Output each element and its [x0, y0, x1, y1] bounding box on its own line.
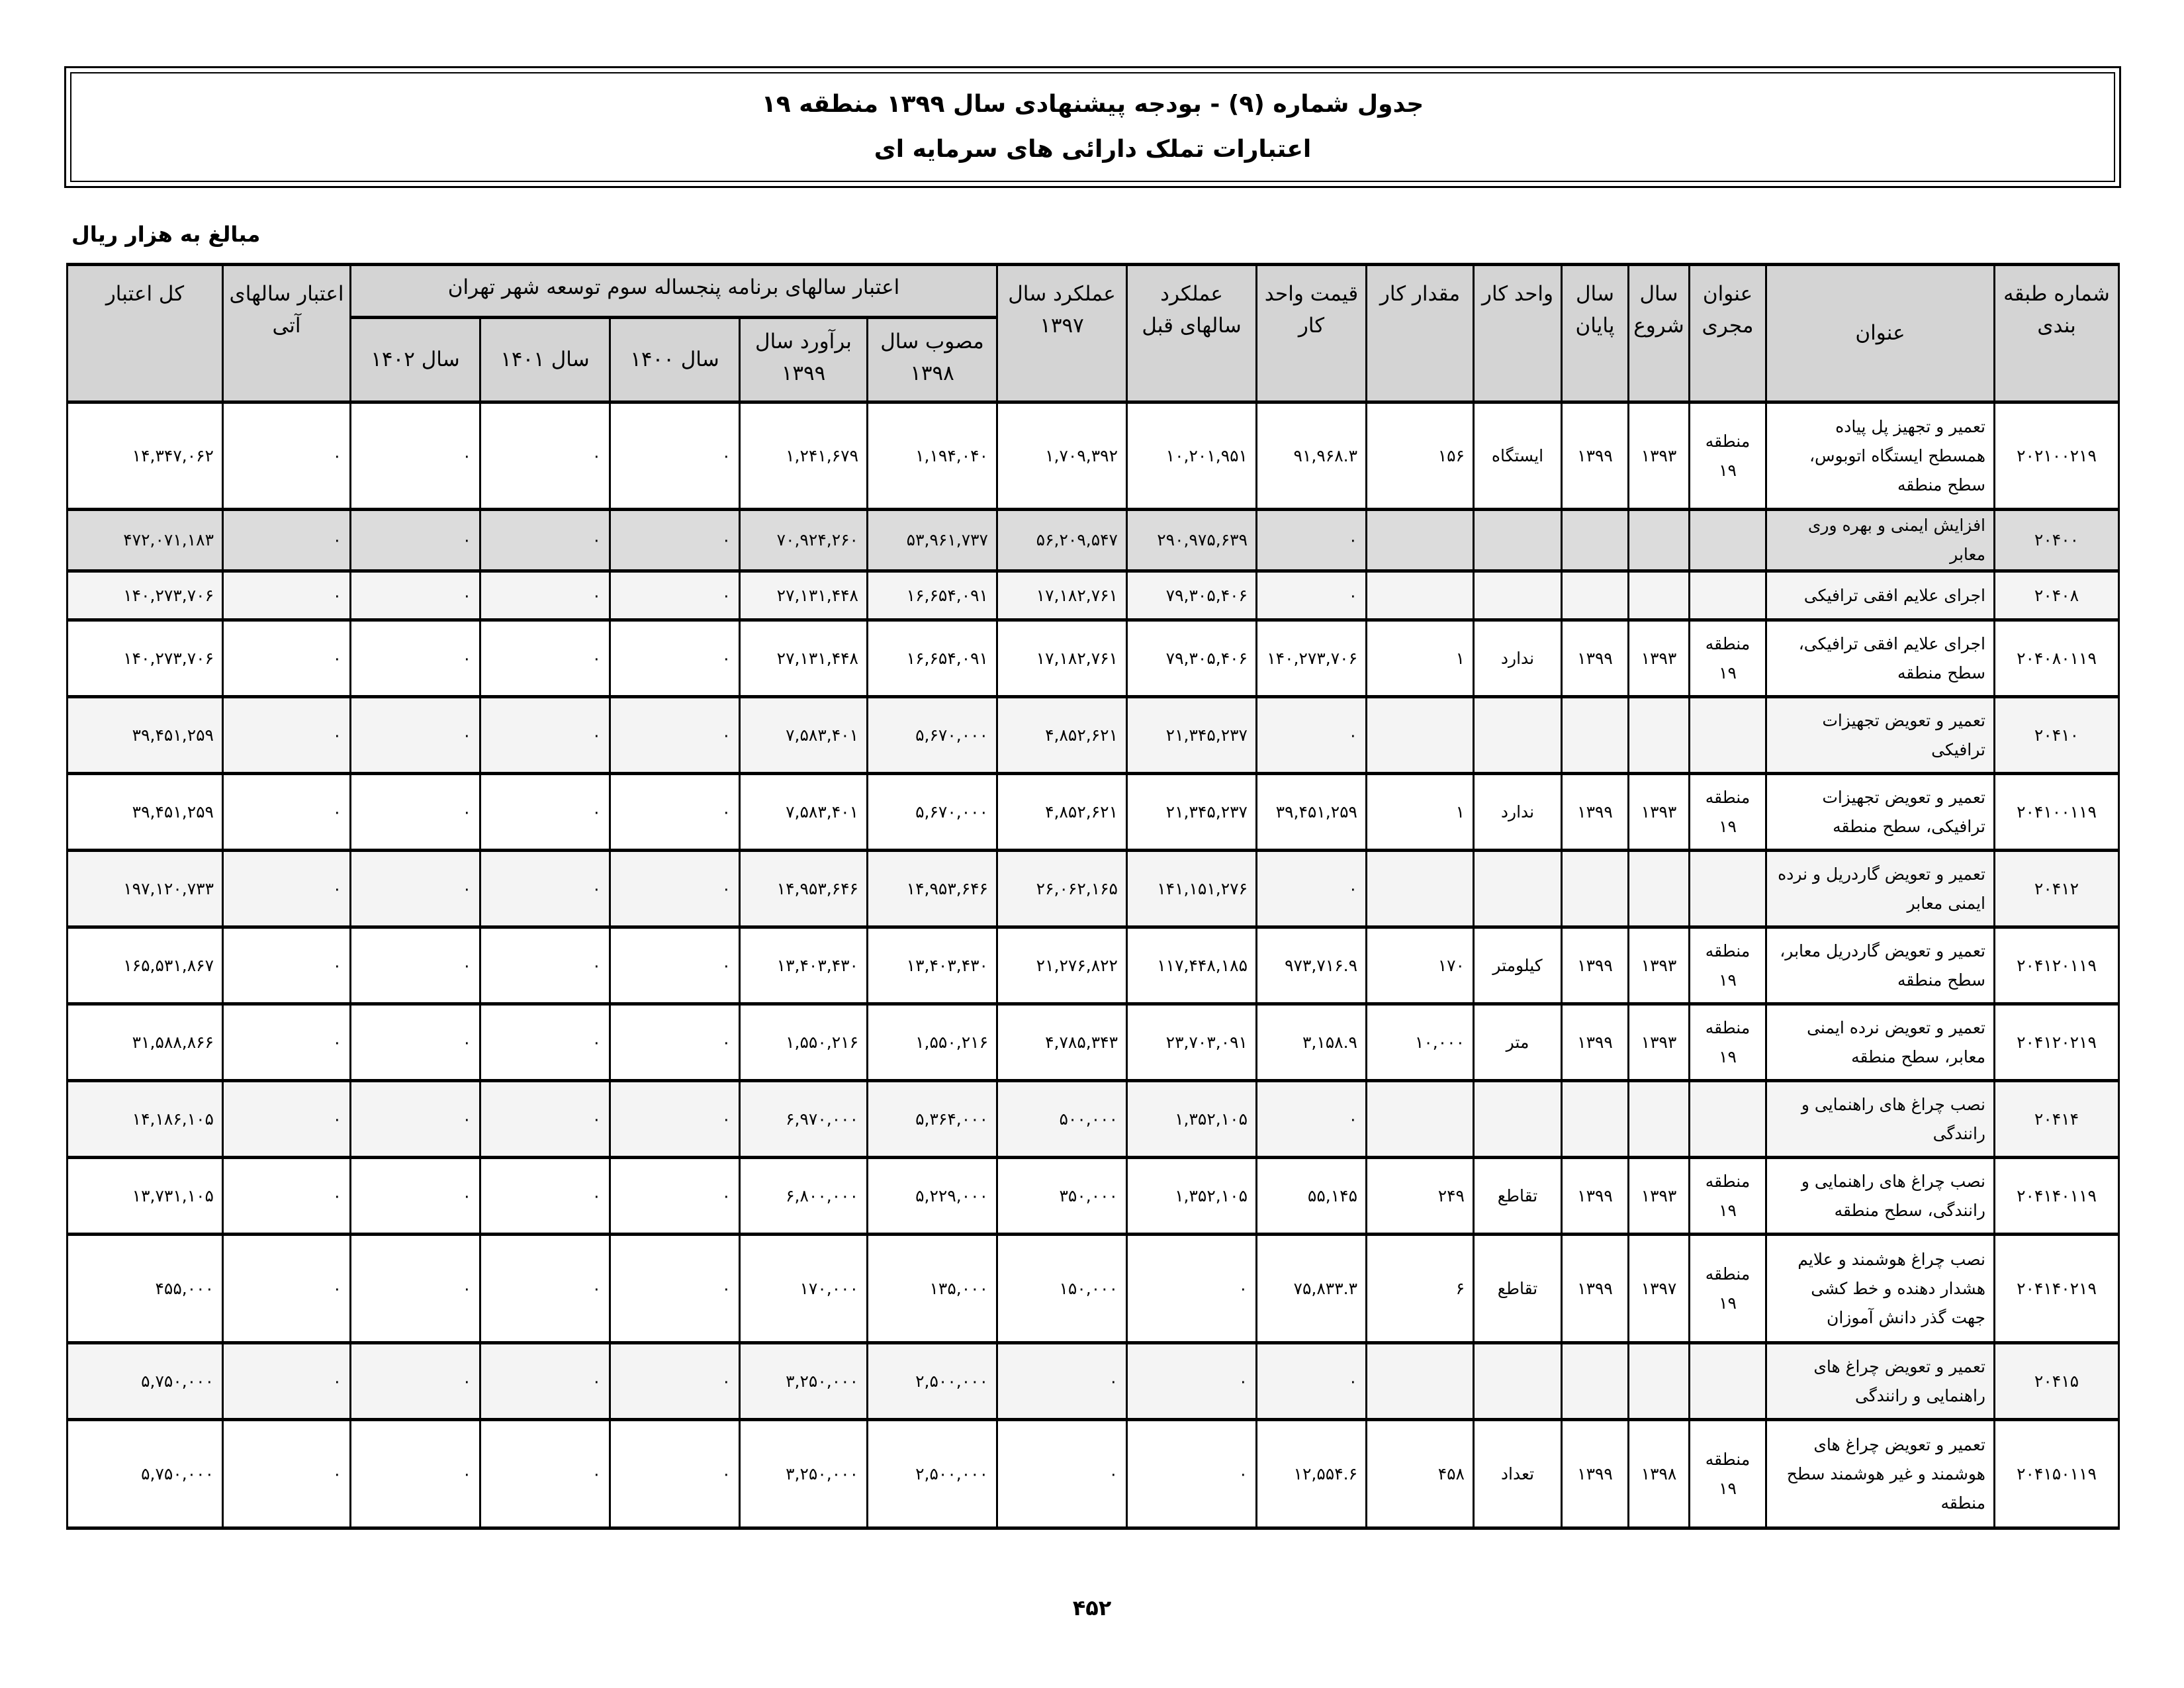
cell-code: ۲۰۴۱۲۰۱۱۹	[1995, 927, 2119, 1004]
cell-code: ۲۰۲۱۰۰۲۱۹	[1995, 402, 2119, 510]
cell-qty	[1367, 510, 1474, 571]
cell-future: ۰	[223, 1235, 351, 1343]
cell-total: ۳۹,۴۵۱,۲۵۹	[68, 774, 223, 851]
cell-y1402: ۰	[351, 1158, 480, 1235]
cell-y1402: ۰	[351, 1420, 480, 1528]
cell-y1398: ۱,۵۵۰,۲۱۶	[868, 1004, 997, 1081]
cell-unit-price: ۹۷۳,۷۱۶.۹	[1257, 927, 1367, 1004]
cell-prior: ۱,۳۵۲,۱۰۵	[1127, 1158, 1257, 1235]
cell-y1400: ۰	[610, 402, 740, 510]
cell-future: ۰	[223, 927, 351, 1004]
cell-executor: منطقه ۱۹	[1690, 1158, 1766, 1235]
cell-total: ۵,۷۵۰,۰۰۰	[68, 1343, 223, 1420]
header-plan-group: اعتبار سالهای برنامه پنجساله سوم توسعه شهر تهران	[351, 265, 997, 318]
cell-unit	[1474, 571, 1562, 620]
cell-unit-price: ۱۴۰,۲۷۳,۷۰۶	[1257, 620, 1367, 697]
cell-y1401: ۰	[480, 1235, 610, 1343]
cell-future: ۰	[223, 1420, 351, 1528]
cell-y1399: ۷,۵۸۳,۴۰۱	[740, 774, 868, 851]
cell-y1397: ۰	[997, 1420, 1127, 1528]
cell-code: ۲۰۴۱۰۰۱۱۹	[1995, 774, 2119, 851]
cell-code: ۲۰۴۱۵	[1995, 1343, 2119, 1420]
cell-executor: منطقه ۱۹	[1690, 1235, 1766, 1343]
cell-unit	[1474, 1343, 1562, 1420]
cell-end: ۱۳۹۹	[1562, 620, 1629, 697]
cell-total: ۱۶۵,۵۳۱,۸۶۷	[68, 927, 223, 1004]
cell-title: تعمیر و تعویض چراغ های راهنمایی و رانندگی	[1766, 1343, 1995, 1420]
cell-qty: ۱۷۰	[1367, 927, 1474, 1004]
cell-title: تعمیر و تعویض گاردریل و نرده ایمنی معابر	[1766, 851, 1995, 927]
cell-unit	[1474, 510, 1562, 571]
cell-y1399: ۷۰,۹۲۴,۲۶۰	[740, 510, 868, 571]
cell-unit: کیلومتر	[1474, 927, 1562, 1004]
table-row	[68, 774, 2119, 851]
cell-qty	[1367, 851, 1474, 927]
cell-title: تعمیر و تعویض چراغ های هوشمند و غیر هوشمند سطح منطقه	[1766, 1420, 1995, 1528]
cell-y1399: ۷,۵۸۳,۴۰۱	[740, 697, 868, 774]
cell-executor	[1690, 851, 1766, 927]
cell-y1400: ۰	[610, 1081, 740, 1158]
table-row	[68, 927, 2119, 1004]
cell-y1401: ۰	[480, 620, 610, 697]
cell-start: ۱۳۹۳	[1629, 1158, 1690, 1235]
table-row	[68, 1235, 2119, 1343]
cell-code: ۲۰۴۰۰	[1995, 510, 2119, 571]
cell-unit-price: ۰	[1257, 1343, 1367, 1420]
table-body	[68, 402, 2119, 1528]
cell-y1398: ۵,۶۷۰,۰۰۰	[868, 774, 997, 851]
cell-y1398: ۱۴,۹۵۳,۶۴۶	[868, 851, 997, 927]
cell-y1398: ۱۶,۶۵۴,۰۹۱	[868, 620, 997, 697]
cell-unit-price: ۰	[1257, 697, 1367, 774]
cell-y1402: ۰	[351, 851, 480, 927]
header-unit-price: قیمت واحد کار	[1257, 265, 1367, 402]
cell-title: نصب چراغ های راهنمایی و رانندگی، سطح منطقه	[1766, 1158, 1995, 1235]
table-row	[68, 697, 2119, 774]
cell-executor: منطقه ۱۹	[1690, 1004, 1766, 1081]
cell-total: ۵,۷۵۰,۰۰۰	[68, 1420, 223, 1528]
cell-y1397: ۴,۸۵۲,۶۲۱	[997, 774, 1127, 851]
cell-y1397: ۱,۷۰۹,۳۹۲	[997, 402, 1127, 510]
cell-qty	[1367, 697, 1474, 774]
cell-prior: ۷۹,۳۰۵,۴۰۶	[1127, 571, 1257, 620]
cell-y1398: ۱,۱۹۴,۰۴۰	[868, 402, 997, 510]
cell-end	[1562, 851, 1629, 927]
cell-prior: ۰	[1127, 1420, 1257, 1528]
cell-end: ۱۳۹۹	[1562, 1158, 1629, 1235]
header-1401: سال ۱۴۰۱	[480, 318, 610, 402]
cell-qty: ۱	[1367, 620, 1474, 697]
cell-end	[1562, 571, 1629, 620]
cell-y1400: ۰	[610, 571, 740, 620]
cell-y1397: ۲۶,۰۶۲,۱۶۵	[997, 851, 1127, 927]
cell-y1401: ۰	[480, 1081, 610, 1158]
cell-end: ۱۳۹۹	[1562, 1420, 1629, 1528]
cell-qty: ۴۵۸	[1367, 1420, 1474, 1528]
cell-start	[1629, 510, 1690, 571]
cell-y1401: ۰	[480, 774, 610, 851]
cell-unit: ندارد	[1474, 620, 1562, 697]
cell-end	[1562, 1081, 1629, 1158]
cell-start	[1629, 697, 1690, 774]
cell-y1399: ۲۷,۱۳۱,۴۴۸	[740, 620, 868, 697]
cell-unit-price: ۵۵,۱۴۵	[1257, 1158, 1367, 1235]
cell-executor	[1690, 1343, 1766, 1420]
cell-total: ۴۵۵,۰۰۰	[68, 1235, 223, 1343]
cell-executor: منطقه ۱۹	[1690, 620, 1766, 697]
cell-start	[1629, 851, 1690, 927]
cell-total: ۳۱,۵۸۸,۸۶۶	[68, 1004, 223, 1081]
cell-prior: ۱۰,۲۰۱,۹۵۱	[1127, 402, 1257, 510]
header-end-year: سال پایان	[1562, 265, 1629, 402]
cell-title: تعمیر و تعویض تجهیزات ترافیکی	[1766, 697, 1995, 774]
cell-y1397: ۱۷,۱۸۲,۷۶۱	[997, 571, 1127, 620]
cell-y1402: ۰	[351, 697, 480, 774]
cell-y1399: ۱۷۰,۰۰۰	[740, 1235, 868, 1343]
cell-executor	[1690, 1081, 1766, 1158]
cell-title: نصب چراغ هوشمند و علایم هشدار دهنده و خط کشی جهت گذر دانش آموزان	[1766, 1235, 1995, 1343]
table-row	[68, 1004, 2119, 1081]
cell-title: تعمیر و تجهیز پل پیاده همسطح ایستگاه اتوبوس، سطح منطقه	[1766, 402, 1995, 510]
cell-y1401: ۰	[480, 697, 610, 774]
header-code: شماره طبقه بندی	[1995, 265, 2119, 402]
cell-end	[1562, 510, 1629, 571]
table-row	[68, 1343, 2119, 1420]
cell-code: ۲۰۴۱۵۰۱۱۹	[1995, 1420, 2119, 1528]
cell-unit	[1474, 851, 1562, 927]
cell-prior: ۰	[1127, 1235, 1257, 1343]
header-start-year: سال شروع	[1629, 265, 1690, 402]
cell-unit: متر	[1474, 1004, 1562, 1081]
cell-prior: ۱,۳۵۲,۱۰۵	[1127, 1081, 1257, 1158]
cell-y1398: ۲,۵۰۰,۰۰۰	[868, 1343, 997, 1420]
cell-total: ۱۴۰,۲۷۳,۷۰۶	[68, 620, 223, 697]
cell-y1400: ۰	[610, 697, 740, 774]
cell-total: ۳۹,۴۵۱,۲۵۹	[68, 697, 223, 774]
cell-future: ۰	[223, 1158, 351, 1235]
cell-y1400: ۰	[610, 1004, 740, 1081]
cell-y1397: ۱۵۰,۰۰۰	[997, 1235, 1127, 1343]
cell-start	[1629, 571, 1690, 620]
table-title: جدول شماره (۹) - بودجه پیشنهادی سال ۱۳۹۹ منطقه ۱۹	[761, 91, 1424, 118]
header-1402: سال ۱۴۰۲	[351, 318, 480, 402]
cell-y1397: ۱۷,۱۸۲,۷۶۱	[997, 620, 1127, 697]
cell-unit-price: ۰	[1257, 851, 1367, 927]
cell-y1402: ۰	[351, 510, 480, 571]
cell-unit-price: ۳۹,۴۵۱,۲۵۹	[1257, 774, 1367, 851]
cell-y1401: ۰	[480, 1343, 610, 1420]
cell-y1397: ۲۱,۲۷۶,۸۲۲	[997, 927, 1127, 1004]
cell-y1398: ۱۳,۴۰۳,۴۳۰	[868, 927, 997, 1004]
cell-y1402: ۰	[351, 620, 480, 697]
cell-y1398: ۵,۶۷۰,۰۰۰	[868, 697, 997, 774]
cell-executor	[1690, 571, 1766, 620]
cell-code: ۲۰۴۰۸	[1995, 571, 2119, 620]
cell-end	[1562, 1343, 1629, 1420]
table-row	[68, 510, 2119, 571]
cell-prior: ۲۱,۳۴۵,۲۳۷	[1127, 774, 1257, 851]
cell-future: ۰	[223, 402, 351, 510]
cell-prior: ۱۴۱,۱۵۱,۲۷۶	[1127, 851, 1257, 927]
cell-y1401: ۰	[480, 927, 610, 1004]
cell-title: تعمیر و تعویض گاردریل معابر، سطح منطقه	[1766, 927, 1995, 1004]
cell-y1401: ۰	[480, 1420, 610, 1528]
cell-y1398: ۱۶,۶۵۴,۰۹۱	[868, 571, 997, 620]
cell-qty	[1367, 571, 1474, 620]
cell-code: ۲۰۴۱۰	[1995, 697, 2119, 774]
cell-y1397: ۵۶,۲۰۹,۵۴۷	[997, 510, 1127, 571]
header-1397: عملکرد سال ۱۳۹۷	[997, 265, 1127, 402]
cell-start: ۱۳۹۳	[1629, 927, 1690, 1004]
cell-executor: منطقه ۱۹	[1690, 927, 1766, 1004]
header-future: اعتبار سالهای آتی	[223, 265, 351, 402]
cell-y1402: ۰	[351, 774, 480, 851]
cell-total: ۱۴۰,۲۷۳,۷۰۶	[68, 571, 223, 620]
table-row	[68, 851, 2119, 927]
cell-unit-price: ۰	[1257, 510, 1367, 571]
cell-title: تعمیر و تعویض تجهیزات ترافیکی، سطح منطقه	[1766, 774, 1995, 851]
cell-unit-price: ۱۲,۵۵۴.۶	[1257, 1420, 1367, 1528]
cell-start: ۱۳۹۳	[1629, 620, 1690, 697]
cell-qty: ۲۴۹	[1367, 1158, 1474, 1235]
cell-y1399: ۱,۵۵۰,۲۱۶	[740, 1004, 868, 1081]
cell-y1398: ۵,۲۲۹,۰۰۰	[868, 1158, 997, 1235]
cell-qty: ۱۰,۰۰۰	[1367, 1004, 1474, 1081]
cell-y1402: ۰	[351, 571, 480, 620]
cell-end: ۱۳۹۹	[1562, 402, 1629, 510]
cell-start: ۱۳۹۳	[1629, 402, 1690, 510]
cell-total: ۱۳,۷۳۱,۱۰۵	[68, 1158, 223, 1235]
cell-unit	[1474, 1081, 1562, 1158]
cell-y1400: ۰	[610, 1158, 740, 1235]
cell-y1397: ۰	[997, 1343, 1127, 1420]
cell-future: ۰	[223, 620, 351, 697]
cell-future: ۰	[223, 697, 351, 774]
cell-future: ۰	[223, 510, 351, 571]
cell-y1400: ۰	[610, 1343, 740, 1420]
cell-y1401: ۰	[480, 851, 610, 927]
cell-total: ۴۷۲,۰۷۱,۱۸۳	[68, 510, 223, 571]
cell-unit-price: ۹۱,۹۶۸.۳	[1257, 402, 1367, 510]
cell-unit: ندارد	[1474, 774, 1562, 851]
cell-qty: ۱۵۶	[1367, 402, 1474, 510]
table-row	[68, 402, 2119, 510]
cell-executor: منطقه ۱۹	[1690, 1420, 1766, 1528]
unit-label: مبالغ به هزار ریال	[71, 222, 261, 247]
cell-code: ۲۰۴۱۴	[1995, 1081, 2119, 1158]
cell-y1400: ۰	[610, 620, 740, 697]
cell-y1397: ۳۵۰,۰۰۰	[997, 1158, 1127, 1235]
cell-future: ۰	[223, 851, 351, 927]
header-1398: مصوب سال ۱۳۹۸	[868, 318, 997, 402]
cell-prior: ۲۱,۳۴۵,۲۳۷	[1127, 697, 1257, 774]
cell-y1401: ۰	[480, 1158, 610, 1235]
header-prior-years: عملکرد سالهای قبل	[1127, 265, 1257, 402]
cell-y1397: ۴,۷۸۵,۳۴۳	[997, 1004, 1127, 1081]
cell-future: ۰	[223, 1081, 351, 1158]
cell-y1402: ۰	[351, 402, 480, 510]
cell-unit: تعداد	[1474, 1420, 1562, 1528]
header-quantity: مقدار کار	[1367, 265, 1474, 402]
cell-start: ۱۳۹۳	[1629, 1004, 1690, 1081]
cell-unit: تقاطع	[1474, 1235, 1562, 1343]
cell-unit-price: ۳,۱۵۸.۹	[1257, 1004, 1367, 1081]
cell-total: ۱۴,۳۴۷,۰۶۲	[68, 402, 223, 510]
cell-y1402: ۰	[351, 1343, 480, 1420]
table-row	[68, 1158, 2119, 1235]
header-unit: واحد کار	[1474, 265, 1562, 402]
header-1399: برآورد سال ۱۳۹۹	[740, 318, 868, 402]
cell-end: ۱۳۹۹	[1562, 774, 1629, 851]
cell-end: ۱۳۹۹	[1562, 1235, 1629, 1343]
cell-total: ۱۹۷,۱۲۰,۷۳۳	[68, 851, 223, 927]
cell-y1397: ۴,۸۵۲,۶۲۱	[997, 697, 1127, 774]
budget-table	[66, 263, 2120, 1530]
cell-code: ۲۰۴۱۴۰۱۱۹	[1995, 1158, 2119, 1235]
cell-prior: ۷۹,۳۰۵,۴۰۶	[1127, 620, 1257, 697]
cell-y1400: ۰	[610, 1420, 740, 1528]
cell-y1399: ۱,۲۴۱,۶۷۹	[740, 402, 868, 510]
cell-future: ۰	[223, 571, 351, 620]
cell-y1402: ۰	[351, 1081, 480, 1158]
cell-code: ۲۰۴۱۲	[1995, 851, 2119, 927]
cell-executor	[1690, 697, 1766, 774]
cell-y1401: ۰	[480, 1004, 610, 1081]
cell-end: ۱۳۹۹	[1562, 1004, 1629, 1081]
cell-y1399: ۳,۲۵۰,۰۰۰	[740, 1343, 868, 1420]
cell-title: افزایش ایمنی و بهره وری معابر	[1766, 510, 1995, 571]
cell-title: اجرای علایم افقی ترافیکی	[1766, 571, 1995, 620]
cell-y1398: ۵,۳۶۴,۰۰۰	[868, 1081, 997, 1158]
cell-end: ۱۳۹۹	[1562, 927, 1629, 1004]
cell-y1400: ۰	[610, 851, 740, 927]
cell-y1399: ۱۴,۹۵۳,۶۴۶	[740, 851, 868, 927]
header-total: کل اعتبار	[68, 265, 223, 402]
cell-code: ۲۰۴۰۸۰۱۱۹	[1995, 620, 2119, 697]
cell-y1399: ۶,۹۷۰,۰۰۰	[740, 1081, 868, 1158]
cell-prior: ۲۹۰,۹۷۵,۶۳۹	[1127, 510, 1257, 571]
cell-unit-price: ۷۵,۸۳۳.۳	[1257, 1235, 1367, 1343]
cell-y1399: ۳,۲۵۰,۰۰۰	[740, 1420, 868, 1528]
cell-code: ۲۰۴۱۴۰۲۱۹	[1995, 1235, 2119, 1343]
cell-executor	[1690, 510, 1766, 571]
table-subtitle: اعتبارات تملک دارائی های سرمایه ای	[874, 136, 1312, 163]
cell-y1399: ۶,۸۰۰,۰۰۰	[740, 1158, 868, 1235]
cell-y1400: ۰	[610, 510, 740, 571]
table-row	[68, 1081, 2119, 1158]
cell-y1402: ۰	[351, 1235, 480, 1343]
cell-title: اجرای علایم افقی ترافیکی، سطح منطقه	[1766, 620, 1995, 697]
cell-qty: ۱	[1367, 774, 1474, 851]
cell-future: ۰	[223, 1004, 351, 1081]
cell-qty: ۶	[1367, 1235, 1474, 1343]
cell-title: تعمیر و تعویض نرده ایمنی معابر، سطح منطقه	[1766, 1004, 1995, 1081]
table-row	[68, 620, 2119, 697]
header-title: عنوان	[1766, 265, 1995, 402]
cell-start: ۱۳۹۸	[1629, 1420, 1690, 1528]
cell-y1400: ۰	[610, 927, 740, 1004]
header-1400: سال ۱۴۰۰	[610, 318, 740, 402]
cell-start	[1629, 1081, 1690, 1158]
cell-qty	[1367, 1343, 1474, 1420]
cell-total: ۱۴,۱۸۶,۱۰۵	[68, 1081, 223, 1158]
cell-y1402: ۰	[351, 1004, 480, 1081]
cell-qty	[1367, 1081, 1474, 1158]
cell-y1400: ۰	[610, 1235, 740, 1343]
cell-y1401: ۰	[480, 571, 610, 620]
cell-y1399: ۲۷,۱۳۱,۴۴۸	[740, 571, 868, 620]
cell-unit-price: ۰	[1257, 1081, 1367, 1158]
cell-start: ۱۳۹۷	[1629, 1235, 1690, 1343]
cell-y1401: ۰	[480, 510, 610, 571]
cell-y1398: ۵۳,۹۶۱,۷۳۷	[868, 510, 997, 571]
cell-code: ۲۰۴۱۲۰۲۱۹	[1995, 1004, 2119, 1081]
cell-future: ۰	[223, 1343, 351, 1420]
cell-prior: ۰	[1127, 1343, 1257, 1420]
cell-prior: ۱۱۷,۴۴۸,۱۸۵	[1127, 927, 1257, 1004]
cell-unit-price: ۰	[1257, 571, 1367, 620]
cell-unit: تقاطع	[1474, 1158, 1562, 1235]
table-row	[68, 571, 2119, 620]
cell-start	[1629, 1343, 1690, 1420]
cell-y1399: ۱۳,۴۰۳,۴۳۰	[740, 927, 868, 1004]
cell-executor: منطقه ۱۹	[1690, 402, 1766, 510]
cell-start: ۱۳۹۳	[1629, 774, 1690, 851]
cell-prior: ۲۳,۷۰۳,۰۹۱	[1127, 1004, 1257, 1081]
cell-y1397: ۵۰۰,۰۰۰	[997, 1081, 1127, 1158]
cell-future: ۰	[223, 774, 351, 851]
cell-unit: ایستگاه	[1474, 402, 1562, 510]
cell-end	[1562, 697, 1629, 774]
cell-unit	[1474, 697, 1562, 774]
cell-y1401: ۰	[480, 402, 610, 510]
cell-title: نصب چراغ های راهنمایی و رانندگی	[1766, 1081, 1995, 1158]
header-executor: عنوان مجری	[1690, 265, 1766, 402]
cell-y1398: ۲,۵۰۰,۰۰۰	[868, 1420, 997, 1528]
page-number: ۴۵۲	[1072, 1595, 1112, 1620]
table-row	[68, 1420, 2119, 1528]
title-box	[64, 66, 2121, 188]
cell-y1398: ۱۳۵,۰۰۰	[868, 1235, 997, 1343]
cell-executor: منطقه ۱۹	[1690, 774, 1766, 851]
cell-y1400: ۰	[610, 774, 740, 851]
title-box-inner	[70, 72, 2115, 182]
cell-y1402: ۰	[351, 927, 480, 1004]
